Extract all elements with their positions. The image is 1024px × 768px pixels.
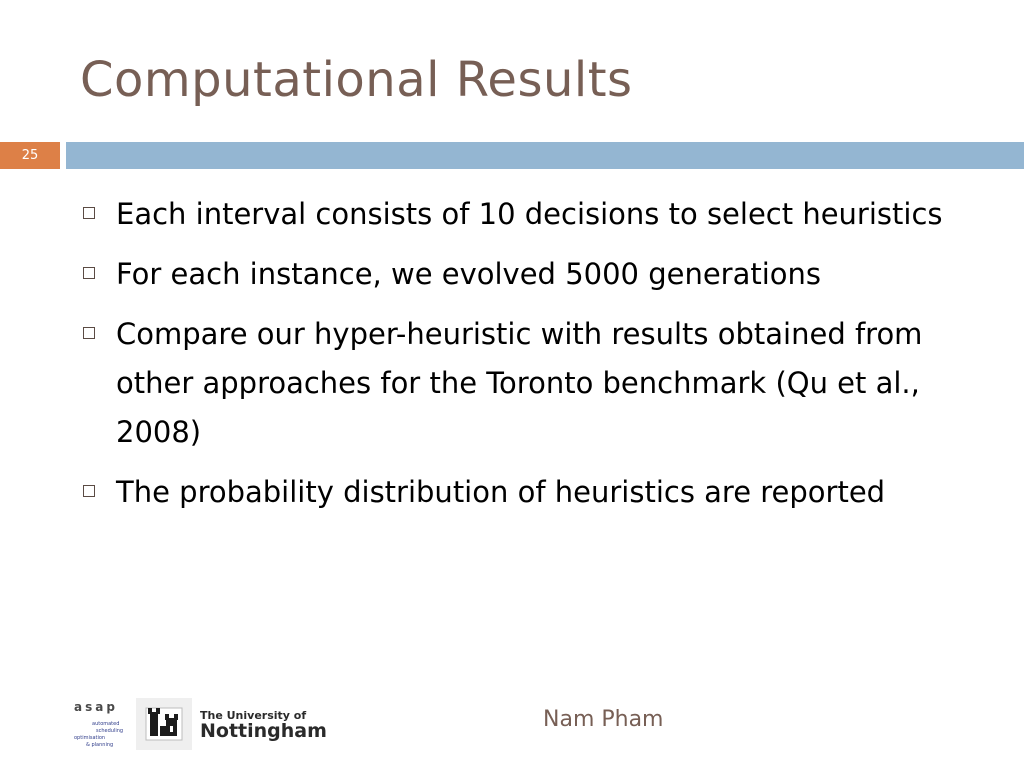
square-bullet-icon [83, 327, 95, 339]
asap-logo-line: automated [92, 721, 120, 727]
title-divider-bar [66, 142, 1024, 169]
bullet-text: For each instance, we evolved 5000 generations [116, 257, 822, 291]
asap-logo [70, 700, 130, 752]
bullet-text: Each interval consists of 10 decisions to select heuristics [116, 197, 943, 231]
asap-logo-letters: asap [74, 700, 118, 714]
asap-logo-line: scheduling [96, 728, 124, 734]
slide-title: Computational Results [80, 52, 633, 108]
footer-author: Nam Pham [543, 707, 664, 732]
bullet-text: The probability distribution of heuristics are reported [116, 475, 886, 509]
bullet-item [80, 310, 980, 457]
bullet-list [80, 190, 980, 528]
bullet-text: Compare our hyper-heuristic with results obtained from other approaches for the Toronto benchmark (Qu et al., 2008) [116, 317, 923, 449]
slide-number: 25 [0, 142, 60, 169]
university-logo-line: The University of [200, 709, 307, 722]
university-logo [136, 698, 327, 750]
asap-logo-line: optimisation [74, 735, 106, 741]
bullet-item [80, 250, 980, 299]
square-bullet-icon [83, 485, 95, 497]
bullet-item [80, 468, 980, 517]
castle-crest-icon [136, 698, 192, 750]
square-bullet-icon [83, 267, 95, 279]
square-bullet-icon [83, 207, 95, 219]
asap-logo-line: & planning [86, 742, 114, 748]
bullet-item [80, 190, 980, 239]
university-logo-name: Nottingham [200, 720, 327, 742]
